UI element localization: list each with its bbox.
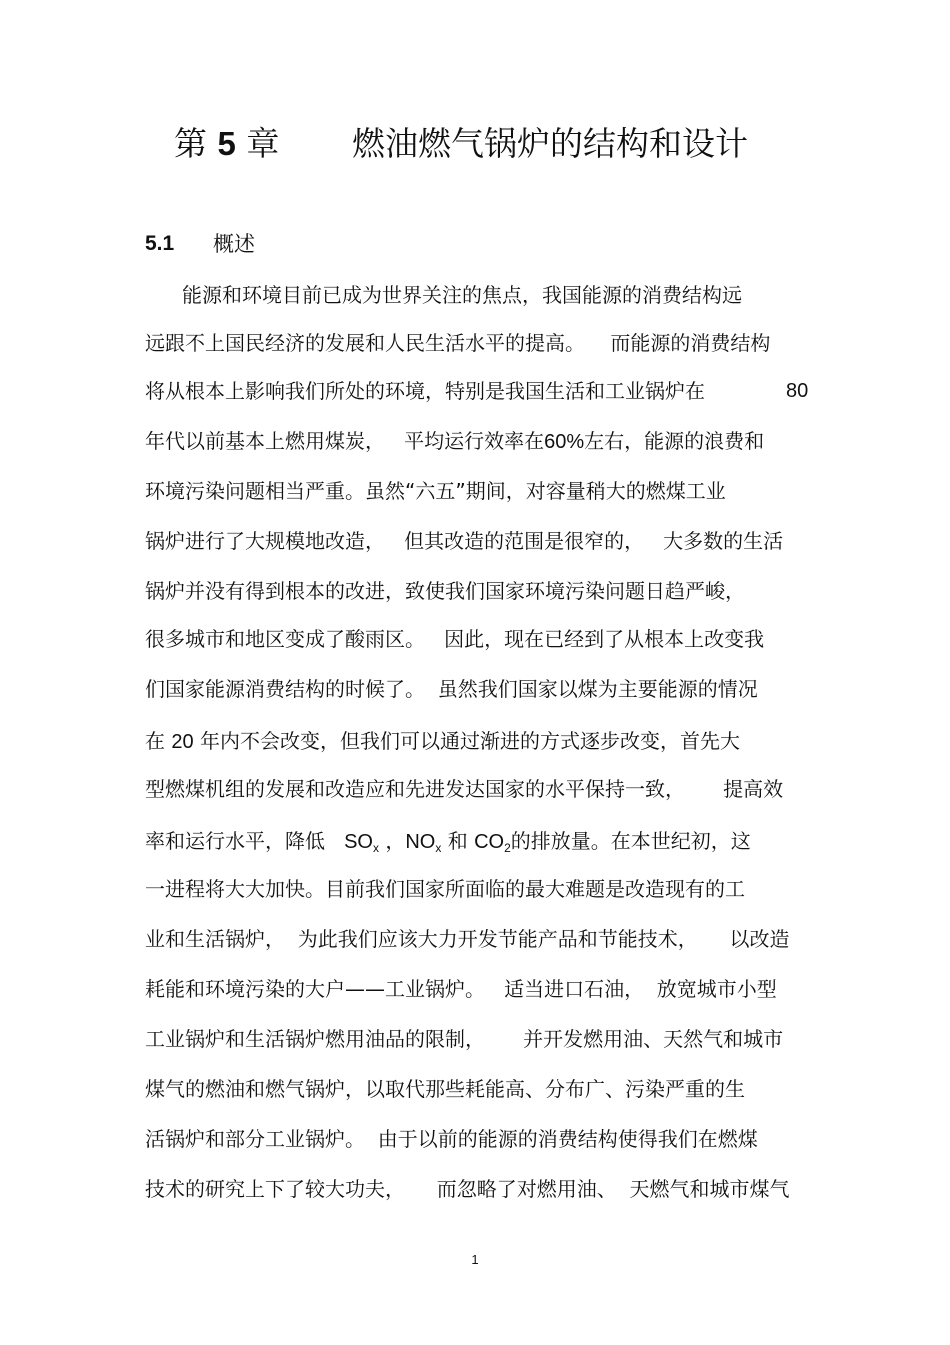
paragraph-line (145, 726, 740, 756)
paragraph-line (145, 376, 809, 406)
line-text: 在 (145, 729, 172, 753)
section-title: 概述 (213, 232, 255, 256)
page-number: 1 (471, 1252, 479, 1267)
line-text: 率和运行水平，降低 (145, 829, 345, 853)
efficiency-percent: 60% (544, 431, 585, 453)
chapter-title (0, 118, 950, 170)
paragraph-line: 活锅炉和部分工业锅炉。 由于以前的能源的消费结构使得我们在燃煤 (145, 1127, 758, 1151)
formula-sox (344, 831, 379, 853)
formula-nox (405, 831, 441, 853)
line-text-tail: 年内不会改变，但我们可以通过渐进的方式逐步改变，首先大 (193, 729, 740, 753)
formula-nox-base: NO (405, 831, 436, 853)
line-text-tail: 左右，能源的浪费和 (584, 429, 765, 453)
paragraph-line: 远跟不上国民经济的发展和人民生活水平的提高。 而能源的消费结构 (145, 331, 771, 355)
line-text-tail: 的排放量。在本世纪初，这 (510, 829, 751, 853)
chapter-label-suffix: 章 (235, 124, 280, 163)
separator: ， (378, 829, 406, 853)
paragraph-line: 一进程将大大加快。目前我们国家所面临的最大难题是改造现有的工 (145, 877, 745, 901)
formula-sox-sub: x (372, 841, 379, 855)
chapter-name: 燃油燃气锅炉的结构和设计 (352, 124, 748, 163)
line-text: 将从根本上影响我们所处的环境，特别是我国生活和工业锅炉在 (145, 379, 705, 403)
paragraph-line: 型燃煤机组的发展和改造应和先进发达国家的水平保持一致， 提高效 (145, 777, 784, 801)
paragraph-line: 工业锅炉和生活锅炉燃用油品的限制， 并开发燃用油、天然气和城市 (145, 1027, 784, 1051)
paragraph-line (145, 426, 764, 456)
formula-sox-base: SO (344, 831, 373, 853)
formula-nox-sub: x (435, 841, 442, 855)
line-text: 年代以前基本上燃用煤炭， 平均运行效率在 (145, 429, 545, 453)
chapter-number: 5 (217, 125, 236, 162)
years-number: 20 (171, 731, 194, 753)
paragraph-line: 锅炉并没有得到根本的改进，致使我们国家环境污染问题日趋严峻， (145, 579, 745, 603)
year-number: 80 (786, 380, 809, 402)
paragraph-line: 们国家能源消费结构的时候了。 虽然我们国家以煤为主要能源的情况 (145, 677, 758, 701)
paragraph-line: 耗能和环境污染的大户——工业锅炉。 适当进口石油， 放宽城市小型 (145, 977, 777, 1001)
formula-co2-sub: 2 (504, 841, 511, 855)
paragraph-line (145, 826, 751, 856)
paragraph-line: 技术的研究上下了较大功夫， 而忽略了对燃用油、 天燃气和城市煤气 (145, 1177, 790, 1201)
paragraph-line: 煤气的燃油和燃气锅炉，以取代那些耗能高、分布广、污染严重的生 (145, 1077, 745, 1101)
section-number: 5.1 (145, 232, 175, 255)
paragraph-line: 业和生活锅炉， 为此我们应该大力开发节能产品和节能技术， 以改造 (145, 927, 790, 951)
formula-co2-base: CO (474, 831, 505, 853)
chapter-label-prefix: 第 (174, 124, 218, 163)
conjunction: 和 (441, 829, 475, 853)
paragraph-line: 锅炉进行了大规模地改造， 但其改造的范围是很窄的， 大多数的生活 (145, 529, 784, 553)
formula-co2 (474, 831, 511, 853)
paragraph-line: 能源和环境目前已成为世界关注的焦点，我国能源的消费结构远 (182, 283, 742, 307)
paragraph-line: 很多城市和地区变成了酸雨区。 因此，现在已经到了从根本上改变我 (145, 627, 765, 651)
paragraph-line: 环境污染问题相当严重。虽然“六五”期间，对容量稍大的燃煤工业 (145, 479, 726, 503)
chapter-label (174, 118, 279, 170)
